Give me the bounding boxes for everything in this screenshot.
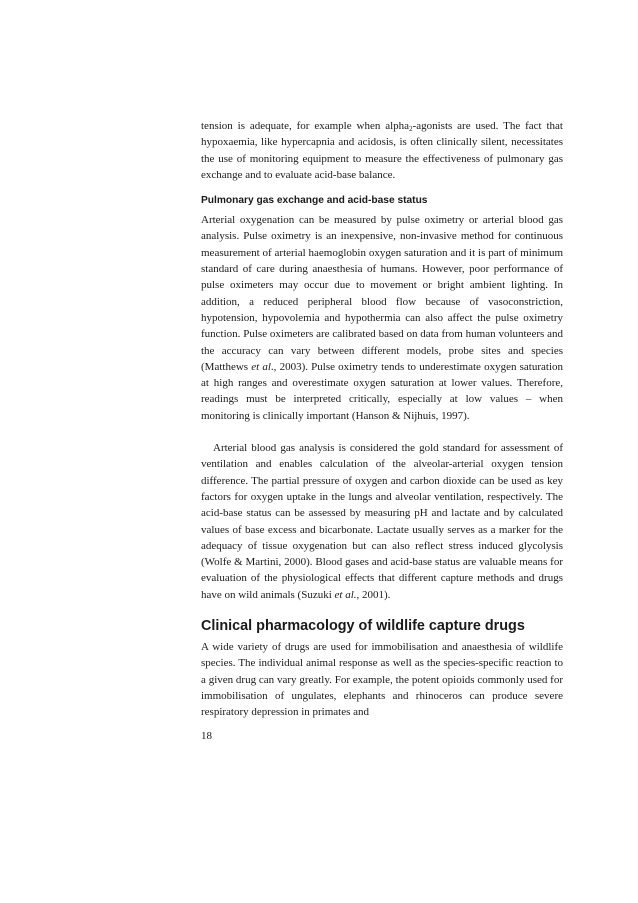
paragraph-text: , 2001). (356, 588, 391, 601)
intro-paragraph (201, 118, 563, 183)
page-number: 18 (201, 730, 212, 742)
pharmacology-paragraph: A wide variety of drugs are used for immobilisation and anaesthesia of wildlife species. The individual animal response as well as the species-specific reaction to a given drug can vary greatly. For example, the potent opioids commonly used for immobilisation of ungulates, elephants and rhinoceros can produce severe respiratory depression in primates and (201, 641, 563, 719)
intro-text-end: -agonists are used. The fact that hypoxaemia, like hypercapnia and acidosis, is often clinically silent, necessitates the use of monitoring equipment to measure the effectiveness of pulmonary gas exchange and to evaluate acid-base balance. (201, 120, 563, 181)
alpha-subscript: 2 (409, 125, 413, 133)
section-heading: Clinical pharmacology of wildlife capture drugs (201, 618, 525, 635)
section-subheading: Pulmonary gas exchange and acid-base status (201, 195, 428, 207)
intro-text-start: tension is adequate, for example when alpha (201, 120, 410, 132)
page-body (201, 118, 563, 721)
pulse-oximetry-paragraph (201, 212, 563, 424)
paragraph-gap (201, 424, 563, 440)
paragraph-text: ., 2003). Pulse oximetry tends to underestimate oxygen saturation at high ranges and overestimate oxygen saturation at lower values. Therefore, readings must be interpreted critically, especially at low values – when monitoring is clinically important (Hanson & Nijhuis, 1997). (201, 360, 564, 422)
paragraph-text: Arterial blood gas analysis is considered the gold standard for assessment of ventilation and enables calculation of the alveolar-arterial oxygen tension difference. The partial pressure of oxygen and carbon dioxide can be used as key factors for oxygen uptake in the lungs and alveolar ventilation, respectively. The acid-base status can be assessed by measuring pH and lactate and by calculated values of base excess and bicarbonate. Lactate usually serves as a marker for the adequacy of tissue oxygenation but can also reflect stress induced glycolysis (Wolfe & Martini, 2000). Blood gases and acid-base status are valuable means for evaluation of the physiological effects that different capture methods and drugs have on wild animals (Suzuki (201, 442, 563, 601)
blood-gas-paragraph (201, 440, 563, 603)
citation-et-al: et al. (334, 588, 357, 601)
paragraph-text: Arterial oxygenation can be measured by pulse oximetry or arterial blood gas analysis. Pulse oximetry is an inexpensive, non-invasive method for continuous measurement of arterial haemoglobin oxygen saturation and it is part of minimum standard of care during anaesthesia of humans. However, poor performance of pulse oximeters may occur due to movement or bright ambient lighting. In addition, a reduced peripheral blood flow because of vasoconstriction, hypotension, hypovolemia and hypothermia can also affect the pulse oximetry function. Pulse oximeters are calibrated based on data from human volunteers and the accuracy can vary between different models, probe sites and species (Matthews (201, 214, 563, 373)
citation-et-al: et al (251, 360, 271, 373)
